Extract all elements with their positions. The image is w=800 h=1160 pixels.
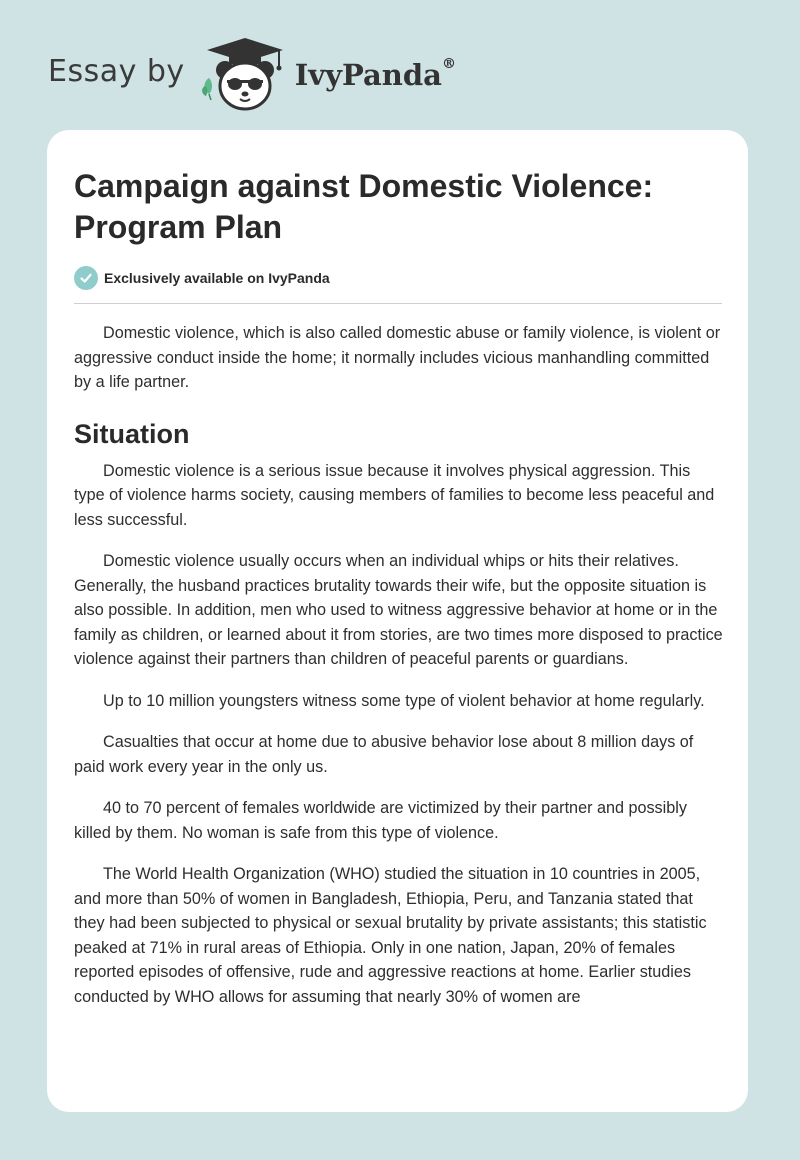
exclusive-label: Exclusively available on IvyPanda <box>104 270 330 286</box>
panda-logo-icon[interactable] <box>199 34 291 114</box>
paragraph: The World Health Organization (WHO) studied the situation in 10 countries in 2005, and more than 50% of women in Bangladesh, Ethiopia, Peru, and Tanzania stated that they had been subjected to physical or sexual brutality by private assistants; this statistic peaked at 71% in rural areas of Ethiopia. Only in one nation, Japan, 20% of females reported episodes of offensive, rude and aggressive reactions at home. Earlier studies conducted by WHO allows for assuming that nearly 30% of women are <box>74 865 707 1006</box>
paragraph: 40 to 70 percent of females worldwide are victimized by their partner and possibly killed by them. No woman is safe from this type of violence. <box>74 799 687 842</box>
section-heading-situation: Situation <box>74 418 190 449</box>
article-title: Campaign against Domestic Violence: Program Plan <box>74 168 654 245</box>
exclusive-badge <box>74 266 722 290</box>
checkmark-icon <box>74 266 98 290</box>
brand-name[interactable]: IvyPanda® <box>294 56 456 92</box>
paragraph: Domestic violence usually occurs when an individual whips or hits their relatives. Generally, the husband practices brutality towards their wife, but the opposite situation is also possible. In addition, men who used to witness aggressive behavior at home or in the family as children, or learned about it from stories, are two times more disposed to practice violence against their partners than children of peaceful parents or guardians. <box>74 552 723 668</box>
paragraph: Casualties that occur at home due to abusive behavior lose about 8 million days of paid work every year in the only us. <box>74 733 694 776</box>
divider <box>74 303 722 304</box>
paragraph: Domestic violence is a serious issue because it involves physical aggression. This type of violence harms society, causing members of families to become less peaceful and less successful. <box>74 461 715 529</box>
brand-prefix: Essay by <box>48 53 185 89</box>
site-header <box>48 34 456 114</box>
intro-paragraph: Domestic violence, which is also called domestic abuse or family violence, is violent or aggressive conduct inside the home; it normally includes vicious manhandling committed by a life partner. <box>74 324 721 391</box>
paragraph: Up to 10 million youngsters witness some type of violent behavior at home regularly. <box>103 691 705 710</box>
article-card <box>47 130 748 1112</box>
